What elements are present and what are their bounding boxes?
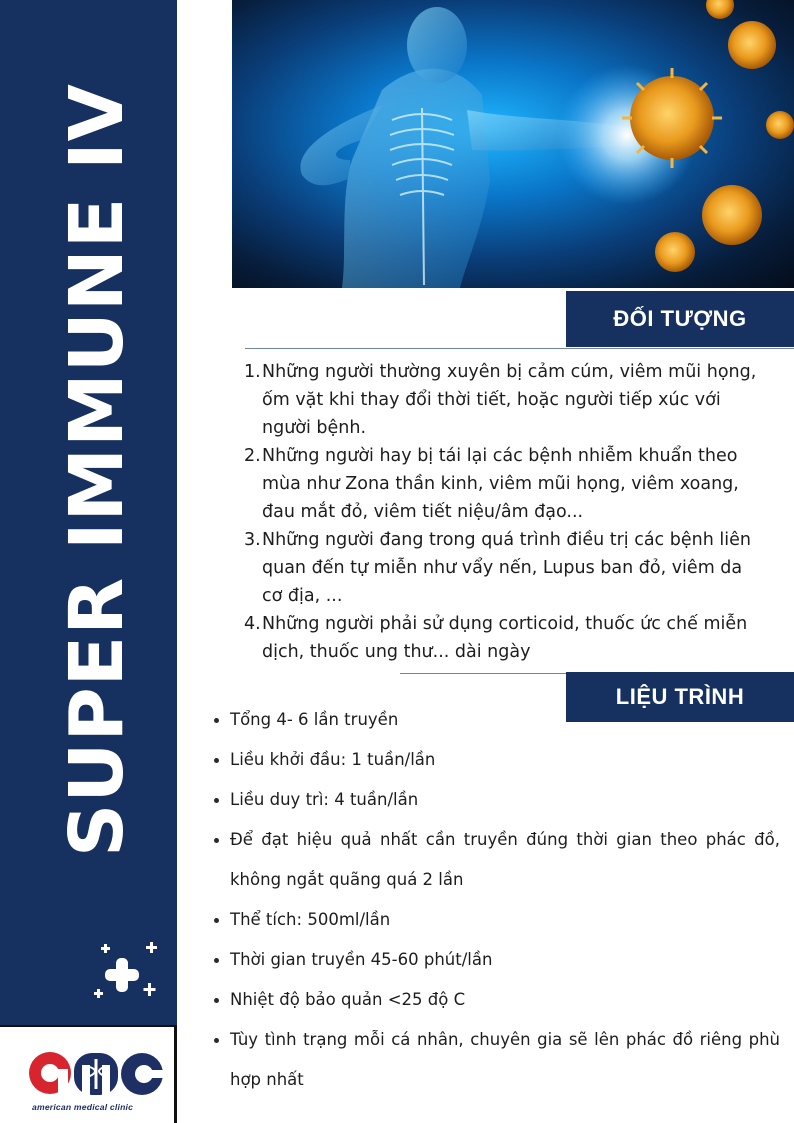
bullet-dot xyxy=(214,718,219,723)
hero-image xyxy=(232,0,794,288)
bullet-dot xyxy=(214,838,219,843)
list-item-text: Những người phải sử dụng corticoid, thuốc ức chế miễn dịch, thuốc ung thư... dài ngày xyxy=(262,614,748,662)
section-header-lieu-trinh: LIỆU TRÌNH xyxy=(566,672,794,722)
bullet-dot xyxy=(214,1038,219,1043)
bullet-item xyxy=(214,1020,780,1100)
list-number: 1. xyxy=(244,362,261,382)
logo-caption: american medical clinic xyxy=(32,1102,134,1112)
sparkle-plus-icon xyxy=(92,938,162,1004)
bullet-dot xyxy=(214,918,219,923)
list-item xyxy=(244,358,764,442)
bullet-dot xyxy=(214,998,219,1003)
lieu-trinh-list xyxy=(214,700,780,1100)
bullet-text: Liều khởi đầu: 1 tuần/lần xyxy=(230,750,436,769)
clinic-logo xyxy=(0,1025,177,1123)
bullet-text: Để đạt hiệu quả nhất cần truyền đúng thời gian theo phác đồ, không ngắt quãng quá 2 lần xyxy=(230,830,780,889)
bullet-text: Tùy tình trạng mỗi cá nhân, chuyên gia sẽ lên phác đồ riêng phù hợp nhất xyxy=(230,1030,780,1089)
doi-tuong-list xyxy=(244,358,764,666)
amc-logo-icon xyxy=(28,1045,164,1103)
bullet-text: Tổng 4- 6 lần truyền xyxy=(230,710,399,729)
bullet-dot xyxy=(214,958,219,963)
vertical-title: SUPER IMMUNE IV xyxy=(54,83,140,857)
bullet-item xyxy=(214,980,780,1020)
bullet-item xyxy=(214,700,780,740)
divider-line xyxy=(400,673,566,674)
list-item-text: Những người thường xuyên bị cảm cúm, viêm mũi họng, ốm vặt khi thay đổi thời tiết, hoặc người tiếp xúc với người bệnh. xyxy=(262,362,757,438)
bullet-item xyxy=(214,740,780,780)
skeleton-virus-image xyxy=(232,0,794,288)
list-item xyxy=(244,610,764,666)
list-number: 3. xyxy=(244,530,261,550)
list-number: 2. xyxy=(244,446,261,466)
bullet-dot xyxy=(214,758,219,763)
sidebar-panel xyxy=(0,0,177,1025)
bullet-dot xyxy=(214,798,219,803)
list-item-text: Những người đang trong quá trình điều trị các bệnh liên quan đến tự miễn như vẩy nến, Lupus ban đỏ, viêm da cơ địa, ... xyxy=(262,530,751,606)
list-item-text: Những người hay bị tái lại các bệnh nhiễm khuẩn theo mùa như Zona thần kinh, viêm mũi họng, viêm xoang, đau mắt đỏ, viêm tiết niệu/âm đạo... xyxy=(262,446,739,522)
divider-line xyxy=(245,348,794,349)
list-item xyxy=(244,526,764,610)
bullet-item xyxy=(214,900,780,940)
bullet-text: Liều duy trì: 4 tuần/lần xyxy=(230,790,419,809)
bullet-text: Thời gian truyền 45-60 phút/lần xyxy=(230,950,493,969)
bullet-text: Thể tích: 500ml/lần xyxy=(230,910,391,929)
list-item xyxy=(244,442,764,526)
bullet-item xyxy=(214,820,780,900)
list-number: 4. xyxy=(244,614,261,634)
sidebar-divider xyxy=(177,0,181,1123)
bullet-item xyxy=(214,780,780,820)
section-header-doi-tuong: ĐỐI TƯỢNG xyxy=(566,291,794,347)
bullet-item xyxy=(214,940,780,980)
bullet-text: Nhiệt độ bảo quản <25 độ C xyxy=(230,990,466,1009)
